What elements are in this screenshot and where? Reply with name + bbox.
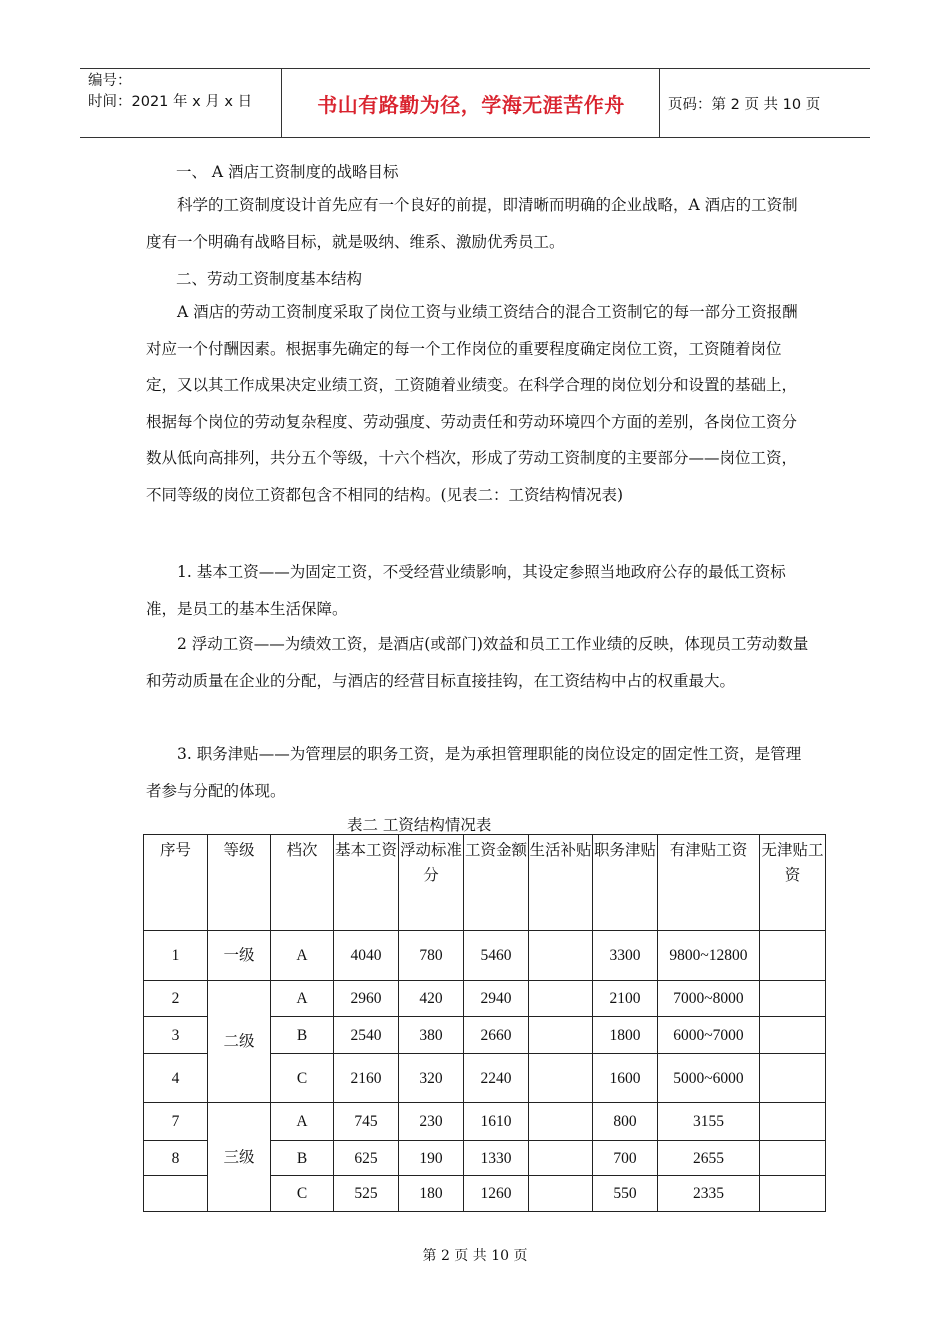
table-cell: 3 (144, 1017, 208, 1054)
table-cell (529, 1017, 593, 1054)
table-cell: 7 (144, 1103, 208, 1141)
table-row (144, 1103, 826, 1141)
table-cell: 一级 (208, 931, 271, 981)
table-cell: 230 (399, 1103, 464, 1141)
section-heading-1: 一、 A 酒店工资制度的战略目标 (176, 163, 399, 181)
table-cell (529, 1141, 593, 1176)
table-cell: 380 (399, 1017, 464, 1054)
table-cell: 4040 (334, 931, 399, 981)
table-cell: 8 (144, 1141, 208, 1176)
header-meta (80, 69, 282, 137)
document-header (80, 68, 870, 138)
table-cell (760, 1176, 826, 1212)
table-cell: 6000~7000 (658, 1017, 760, 1054)
table-cell: 2655 (658, 1141, 760, 1176)
table-row (144, 931, 826, 981)
table-cell: 5000~6000 (658, 1054, 760, 1103)
table-cell (760, 1141, 826, 1176)
paragraph-4: 2 浮动工资——为绩效工资，是酒店(或部门)效益和员工工作业绩的反映，体现员工劳动数量和劳动质量在企业的分配，与酒店的经营目标直接挂钩，在工资结构中占的权重最大。 (146, 635, 809, 690)
table-cell: 2660 (464, 1017, 529, 1054)
table-cell: 1330 (464, 1141, 529, 1176)
header-cell: 序号 (144, 835, 208, 931)
table-cell: B (271, 1017, 334, 1054)
table-cell: 625 (334, 1141, 399, 1176)
date-label: 时间：2021 年 x 月 x 日 (88, 94, 253, 110)
table-cell: B (271, 1141, 334, 1176)
table-cell (529, 931, 593, 981)
table-cell: C (271, 1176, 334, 1212)
table-cell (760, 981, 826, 1017)
header-cell: 有津贴工资 (658, 835, 760, 931)
table-cell (529, 1103, 593, 1141)
header-slogan: 书山有路勤为径，学海无涯苦作舟 (283, 69, 660, 137)
table-cell: 190 (399, 1141, 464, 1176)
table-cell: A (271, 931, 334, 981)
table-cell: 2240 (464, 1054, 529, 1103)
table-cell: 7000~8000 (658, 981, 760, 1017)
table-cell (529, 1054, 593, 1103)
header-cell: 职务津贴 (593, 835, 658, 931)
table-cell: 1600 (593, 1054, 658, 1103)
table-cell: 二级 (208, 981, 271, 1103)
header-cell: 无津贴工资 (760, 835, 826, 931)
table-cell: 5460 (464, 931, 529, 981)
table-cell: 2335 (658, 1176, 760, 1212)
table-cell: 2160 (334, 1054, 399, 1103)
table-cell: 9800~12800 (658, 931, 760, 981)
paragraph-5: 3. 职务津贴——为管理层的职务工资，是为承担管理职能的岗位设定的固定性工资，是管理者参与分配的体现。 (146, 745, 802, 800)
table-cell: 2940 (464, 981, 529, 1017)
header-cell: 工资金额 (464, 835, 529, 931)
table-cell: 800 (593, 1103, 658, 1141)
header-cell: 等级 (208, 835, 271, 931)
table-cell: 1610 (464, 1103, 529, 1141)
table-cell: 700 (593, 1141, 658, 1176)
table-cell: 3300 (593, 931, 658, 981)
table-cell (760, 931, 826, 981)
table-cell: 2540 (334, 1017, 399, 1054)
paragraph-3: 1. 基本工资——为固定工资，不受经营业绩影响，其设定参照当地政府公存的最低工资标准，是员工的基本生活保障。 (146, 563, 786, 618)
table-cell (144, 1176, 208, 1212)
table-cell: 三级 (208, 1103, 271, 1212)
table-cell: 550 (593, 1176, 658, 1212)
table-cell (529, 1176, 593, 1212)
header-cell: 档次 (271, 835, 334, 931)
table-header-row (144, 835, 826, 931)
table-row (144, 981, 826, 1017)
table-cell: 1 (144, 931, 208, 981)
table-cell: 780 (399, 931, 464, 981)
wage-structure-table (143, 834, 826, 1212)
table-cell: 4 (144, 1054, 208, 1103)
table-cell: 180 (399, 1176, 464, 1212)
table-cell (760, 1017, 826, 1054)
table-cell: A (271, 1103, 334, 1141)
paragraph-1: 科学的工资制度设计首先应有一个良好的前提，即清晰而明确的企业战略，A 酒店的工资制度有一个明确有战略目标，就是吸纳、维系、激励优秀员工。 (146, 196, 798, 251)
page-footer: 第 2 页 共 10 页 (422, 1248, 528, 1264)
table-cell: A (271, 981, 334, 1017)
header-cell: 浮动标准分 (399, 835, 464, 931)
table-cell (760, 1054, 826, 1103)
table-cell: 1800 (593, 1017, 658, 1054)
header-cell: 生活补贴 (529, 835, 593, 931)
section-heading-2: 二、劳动工资制度基本结构 (176, 270, 363, 288)
table-cell: C (271, 1054, 334, 1103)
table-cell (760, 1103, 826, 1141)
table-cell (529, 981, 593, 1017)
table-cell: 420 (399, 981, 464, 1017)
header-page-info: 页码：第 2 页 共 10 页 (668, 96, 821, 113)
number-label: 编号： (88, 73, 132, 89)
paragraph-2: A 酒店的劳动工资制度采取了岗位工资与业绩工资结合的混合工资制它的每一部分工资报酬对应一个付酬因素。根据事先确定的每一个工作岗位的重要程度确定岗位工资，工资随着岗位定，又以其工作成果决定业绩工资，工资随着业绩变。在科学合理的岗位划分和设置的基础上，根据每个岗位的劳动复杂程度、劳动强度、劳动责任和劳动环境四个方面的差别，各岗位工资分数从低向高排列，共分五个等级，十六个档次，形成了劳动工资制度的主要部分——岗位工资，不同等级的岗位工资都包含不相同的结构。(见表二：工资结构情况表) (146, 303, 798, 504)
table-caption: 表二 工资结构情况表 (347, 816, 492, 834)
header-cell: 基本工资 (334, 835, 399, 931)
table-cell: 320 (399, 1054, 464, 1103)
table-cell: 745 (334, 1103, 399, 1141)
table-cell: 3155 (658, 1103, 760, 1141)
table-cell: 525 (334, 1176, 399, 1212)
table-cell: 2 (144, 981, 208, 1017)
table-cell: 2960 (334, 981, 399, 1017)
table-cell: 2100 (593, 981, 658, 1017)
table-cell: 1260 (464, 1176, 529, 1212)
